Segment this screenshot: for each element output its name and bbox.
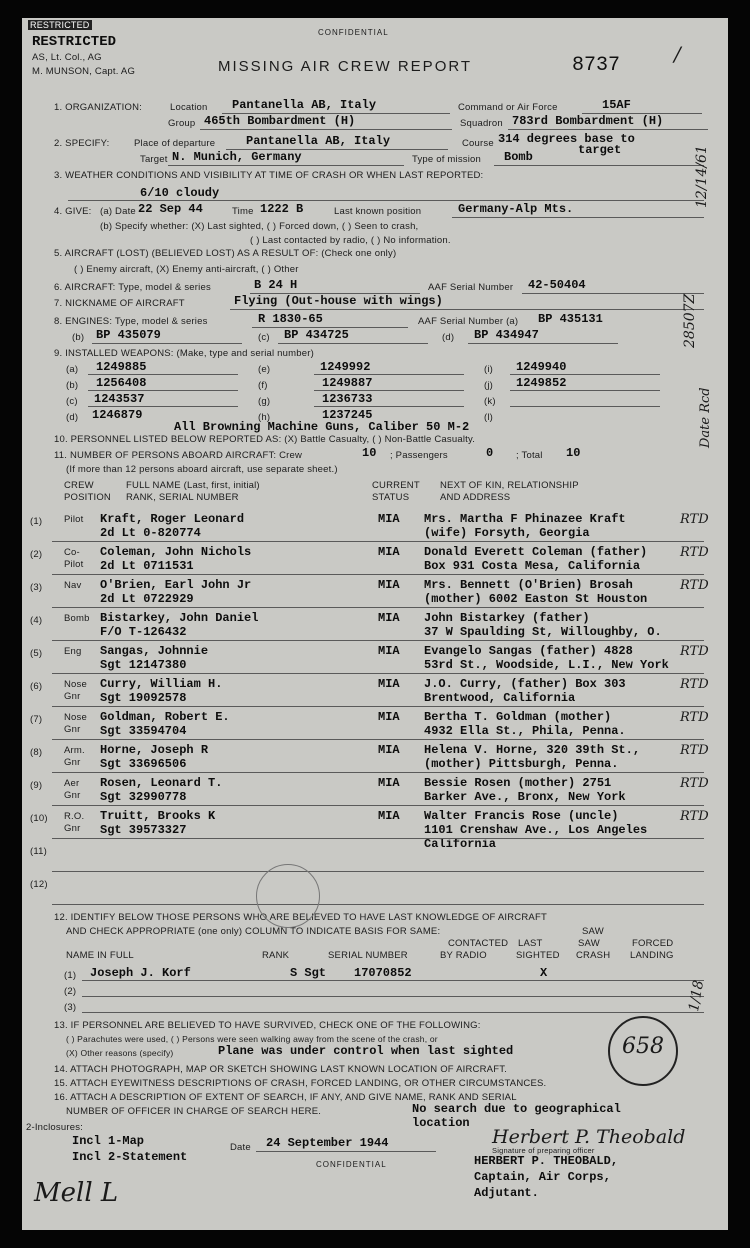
s13-line1: ( ) Parachutes were used, ( ) Persons were seen walking away from the scene of the crash, or: [66, 1034, 438, 1044]
s4-date: 22 Sep 44: [138, 202, 203, 216]
weapon-key: (f): [258, 380, 268, 391]
officer-name: HERBERT P. THEOBALD,: [474, 1154, 619, 1168]
confidential-bottom: CONFIDENTIAL: [316, 1160, 387, 1169]
crew-next-of-kin: Bertha T. Goldman (mother): [424, 710, 612, 724]
bottom-left-handwriting: Mell L: [34, 1178, 119, 1208]
crew-row-number: (6): [30, 681, 43, 692]
crew-status: MIA: [378, 512, 400, 526]
crew-h3a: CURRENT: [372, 480, 420, 491]
crew-name: Rosen, Leonard T.: [100, 776, 223, 790]
weapon-serial: 1256408: [96, 376, 147, 390]
s1-group-label: Group: [168, 118, 196, 129]
rtd-annotation: RTD: [680, 644, 709, 659]
margin-number: 28507Z: [682, 293, 698, 348]
crew-rank-serial: Sgt 33594704: [100, 724, 187, 738]
crew-next-of-kin: Donald Everett Coleman (father): [424, 545, 648, 559]
s11-total: 10: [566, 446, 581, 460]
weapon-serial: 1236733: [322, 392, 373, 406]
s12-label2: AND CHECK APPROPRIATE (one only) COLUMN TO INDICATE BASIS FOR SAME:: [66, 926, 441, 937]
crew-row-number: (9): [30, 780, 43, 791]
s8-b-label: (b): [72, 332, 85, 343]
s12-name-hdr: NAME IN FULL: [66, 950, 134, 961]
crew-status: MIA: [378, 776, 400, 790]
crew-next-of-kin-address: 53rd St., Woodside, L.I., New York: [424, 658, 669, 672]
weapon-key: (i): [484, 364, 494, 375]
circled-number: 658: [622, 1034, 664, 1059]
s12-serial-hdr: SERIAL NUMBER: [328, 950, 408, 961]
side-handwriting: 1/18: [686, 979, 708, 1013]
s2-course-2: target: [578, 143, 622, 157]
crew-status: MIA: [378, 710, 400, 724]
s12-col-last: LAST: [518, 938, 543, 949]
s11-total-label: ; Total: [516, 450, 543, 461]
rtd-annotation: RTD: [680, 809, 709, 824]
crew-position-2: Gnr: [64, 823, 81, 834]
crew-name: Goldman, Robert E.: [100, 710, 230, 724]
s16-value2: location: [412, 1116, 470, 1130]
s1-location-label: Location: [170, 102, 208, 113]
crew-rank-serial: Sgt 32990778: [100, 790, 187, 804]
margin-note: Date Rcd: [698, 387, 713, 448]
weapon-key: (d): [66, 412, 79, 423]
weapon-key: (g): [258, 396, 271, 407]
s12-rank-hdr: RANK: [262, 950, 290, 961]
s11-crew: 10: [362, 446, 377, 460]
s8-b: BP 435079: [96, 328, 161, 342]
s12-sighted-hdr: SIGHTED: [516, 950, 560, 961]
crew-row-number: (7): [30, 714, 43, 725]
crew-position: Aer: [64, 778, 80, 789]
top-right-mark: /: [674, 42, 681, 66]
crew-name: Bistarkey, John Daniel: [100, 611, 259, 625]
weapon-serial: 1249887: [322, 376, 373, 390]
crew-row-number: (8): [30, 747, 43, 758]
weapon-key: (a): [66, 364, 79, 375]
crew-next-of-kin-address: 1101 Crenshaw Ave., Los Angeles: [424, 823, 648, 837]
s14-label: 14. ATTACH PHOTOGRAPH, MAP OR SKETCH SHOWING LAST KNOWN LOCATION OF AIRCRAFT.: [54, 1064, 507, 1075]
crew-rank-serial: Sgt 12147380: [100, 658, 187, 672]
s13-label: 13. IF PERSONNEL ARE BELIEVED TO HAVE SURVIVED, CHECK ONE OF THE FOLLOWING:: [54, 1020, 481, 1031]
crew-next-of-kin-address: Brentwood, California: [424, 691, 576, 705]
s4-specify-line: (b) Specify whether: (X) Last sighted, ( ) Forced down, ( ) Seen to crash,: [100, 221, 419, 232]
crew-status: MIA: [378, 644, 400, 658]
crew-next-of-kin-address: (wife) Forsyth, Georgia: [424, 526, 590, 540]
crew-next-of-kin: Walter Francis Rose (uncle): [424, 809, 619, 823]
crew-next-of-kin-address: Box 931 Costa Mesa, California: [424, 559, 641, 573]
inclosure-1: Incl 1-Map: [72, 1134, 145, 1148]
s8-d-label: (d): [442, 332, 455, 343]
s1-command-label: Command or Air Force: [458, 102, 558, 113]
s4-label: 4. GIVE:: [54, 206, 92, 217]
crew-row-number: (12): [30, 879, 48, 890]
s12-row2-n: (2): [64, 986, 77, 997]
weapon-key: (l): [484, 412, 494, 423]
crew-name: Kraft, Roger Leonard: [100, 512, 245, 526]
s11-passengers-label: ; Passengers: [390, 450, 448, 461]
s7-value: Flying (Out-house with wings): [234, 294, 443, 308]
s2-departure: Pantanella AB, Italy: [246, 134, 391, 148]
crew-position-2: Gnr: [64, 790, 81, 801]
crew-rank-serial: 2d Lt 0711531: [100, 559, 194, 573]
s8-type: R 1830-65: [258, 312, 323, 326]
s12-row1-rank: S Sgt: [290, 966, 327, 980]
weapon-serial: 1243537: [94, 392, 145, 406]
s12-row1-name: Joseph J. Korf: [90, 966, 191, 980]
s8-c: BP 434725: [284, 328, 349, 342]
weapon-key: (c): [66, 396, 78, 407]
crew-rank-serial: Sgt 19092578: [100, 691, 187, 705]
s5-label: 5. AIRCRAFT (LOST) (BELIEVED LOST) AS A RESULT OF: (Check one only): [54, 248, 397, 259]
s2-label: 2. SPECIFY:: [54, 138, 110, 149]
weapon-serial: 1249852: [516, 376, 567, 390]
inclosure-2: Incl 2-Statement: [72, 1150, 188, 1164]
rtd-annotation: RTD: [680, 743, 709, 758]
s12-col-saw2: SAW: [578, 938, 600, 949]
crew-row-number: (11): [30, 846, 47, 857]
rtd-annotation: RTD: [680, 710, 709, 725]
crew-position-2: Pilot: [64, 559, 84, 570]
s12-crash-hdr: CRASH: [576, 950, 611, 961]
crew-row-number: (10): [30, 813, 48, 824]
crew-position-2: Gnr: [64, 691, 81, 702]
s12-row3-n: (3): [64, 1002, 77, 1013]
s16-label: 16. ATTACH A DESCRIPTION OF EXTENT OF SEARCH, IF ANY, AND GIVE NAME, RANK AND SERIAL: [54, 1092, 517, 1103]
inclosures-label: 2-Inclosures:: [26, 1122, 83, 1133]
weapon-key: (b): [66, 380, 79, 391]
report-number: 8737: [572, 54, 621, 77]
s1-squadron-label: Squadron: [460, 118, 503, 129]
confidential-top: CONFIDENTIAL: [318, 28, 389, 37]
crew-next-of-kin: Mrs. Martha F Phinazee Kraft: [424, 512, 626, 526]
s1-command: 15AF: [602, 98, 631, 112]
s7-label: 7. NICKNAME OF AIRCRAFT: [54, 298, 185, 309]
s2-mission: Bomb: [504, 150, 533, 164]
crew-next-of-kin-address: (mother) 6002 Easton St Houston: [424, 592, 648, 606]
crew-next-of-kin: J.O. Curry, (father) Box 303: [424, 677, 626, 691]
report-date: 24 September 1944: [266, 1136, 389, 1150]
s4-position-label: Last known position: [334, 206, 422, 217]
crew-rank-serial: 2d Lt 0722929: [100, 592, 194, 606]
s11-passengers: 0: [486, 446, 494, 460]
s11-label: 11. NUMBER OF PERSONS ABOARD AIRCRAFT: Crew: [54, 450, 303, 461]
crew-next-of-kin: Mrs. Bennett (O'Brien) Brosah: [424, 578, 633, 592]
weapon-key: (e): [258, 364, 271, 375]
s4-time: 1222 B: [260, 202, 304, 216]
postmark-stamp: [256, 864, 320, 928]
crew-row-number: (4): [30, 615, 43, 626]
weapon-key: (j): [484, 380, 494, 391]
s1-group: 465th Bombardment (H): [204, 114, 356, 128]
restricted-stamp-line0: RESTRICTED: [30, 20, 90, 30]
missing-air-crew-report-document: [22, 18, 728, 1230]
rtd-annotation: RTD: [680, 578, 709, 593]
crew-row-number: (2): [30, 549, 43, 560]
crew-rank-serial: F/O T-126432: [100, 625, 187, 639]
crew-name: Truitt, Brooks K: [100, 809, 216, 823]
crew-status: MIA: [378, 677, 400, 691]
s2-mission-label: Type of mission: [412, 154, 481, 165]
s12-col-contacted: CONTACTED: [448, 938, 509, 949]
s2-course-label: Course: [462, 138, 494, 149]
s8-c-label: (c): [258, 332, 270, 343]
officer-title-2: Adjutant.: [474, 1186, 539, 1200]
weapon-serial: 1237245: [322, 408, 373, 422]
crew-next-of-kin-address-2: California: [424, 837, 497, 851]
crew-h4a: NEXT OF KIN, RELATIONSHIP: [440, 480, 579, 491]
crew-h3b: STATUS: [372, 492, 410, 503]
s6-serial: 42-50404: [528, 278, 586, 292]
s2-target: N. Munich, Germany: [172, 150, 302, 164]
crew-name: Curry, William H.: [100, 677, 223, 691]
s12-row1-serial: 17070852: [354, 966, 412, 980]
s10-label: 10. PERSONNEL LISTED BELOW REPORTED AS: (X) Battle Casualty, ( ) Non-Battle Casualty.: [54, 434, 476, 445]
s6-type: B 24 H: [254, 278, 298, 292]
crew-next-of-kin: John Bistarkey (father): [424, 611, 590, 625]
crew-h2b: RANK, SERIAL NUMBER: [126, 492, 239, 503]
s9-note: All Browning Machine Guns, Caliber 50 M-2: [174, 420, 470, 434]
crew-row-number: (5): [30, 648, 43, 659]
weapon-serial: 1246879: [92, 408, 143, 422]
crew-status: MIA: [378, 743, 400, 757]
crew-h1b: POSITION: [64, 492, 111, 503]
weapon-serial: 1249940: [516, 360, 567, 374]
s13-line2: (X) Other reasons (specify): [66, 1048, 174, 1058]
crew-next-of-kin: Helena V. Horne, 320 39th St.,: [424, 743, 641, 757]
restricted-stamp: RESTRICTED: [32, 34, 117, 50]
crew-rank-serial: Sgt 39573327: [100, 823, 187, 837]
s8-a: BP 435131: [538, 312, 603, 326]
crew-status: MIA: [378, 809, 400, 823]
s2-course: 314 degrees base to: [498, 132, 635, 146]
s6-serial-label: AAF Serial Number: [428, 282, 514, 293]
s9-label: 9. INSTALLED WEAPONS: (Make, type and serial number): [54, 348, 314, 359]
s12-col-saw: SAW: [582, 926, 604, 937]
crew-rank-serial: 2d Lt 0-820774: [100, 526, 201, 540]
crew-position: Pilot: [64, 514, 84, 525]
s12-radio-hdr: BY RADIO: [440, 950, 487, 961]
officer-signature: Herbert P. Theobald: [492, 1126, 686, 1148]
s12-col-forced: FORCED: [632, 938, 674, 949]
weapon-key: (k): [484, 396, 496, 407]
rtd-annotation: RTD: [680, 512, 709, 527]
s16-label2: NUMBER OF OFFICER IN CHARGE OF SEARCH HERE.: [66, 1106, 322, 1117]
crew-h1a: CREW: [64, 480, 94, 491]
s1-location: Pantanella AB, Italy: [232, 98, 377, 112]
crew-next-of-kin-address: Barker Ave., Bronx, New York: [424, 790, 626, 804]
crew-position: Nose: [64, 712, 87, 723]
rtd-annotation: RTD: [680, 545, 709, 560]
report-title: MISSING AIR CREW REPORT: [218, 58, 473, 75]
crew-h2a: FULL NAME (Last, first, initial): [126, 480, 260, 491]
s4-date-label: (a) Date: [100, 206, 136, 217]
signature-label: Signature of preparing officer: [492, 1146, 595, 1155]
crew-h4b: AND ADDRESS: [440, 492, 511, 503]
crew-position: Arm.: [64, 745, 85, 756]
s16-value: No search due to geographical: [412, 1102, 621, 1116]
crew-position: Nav: [64, 580, 82, 591]
crew-row-number: (1): [30, 516, 43, 527]
s4-position: Germany-Alp Mts.: [458, 202, 574, 216]
auth-line-1: AS, Lt. Col., AG: [32, 52, 102, 63]
s8-serial-label: AAF Serial Number (a): [418, 316, 519, 327]
s1-label: 1. ORGANIZATION:: [54, 102, 143, 113]
crew-status: MIA: [378, 578, 400, 592]
crew-status: MIA: [378, 611, 400, 625]
crew-next-of-kin-address: 37 W Spaulding St, Willoughby, O.: [424, 625, 662, 639]
crew-next-of-kin-address: 4932 Ella St., Phila, Penna.: [424, 724, 626, 738]
crew-status: MIA: [378, 545, 400, 559]
crew-rank-serial: Sgt 33696506: [100, 757, 187, 771]
s6-label: 6. AIRCRAFT: Type, model & series: [54, 282, 211, 293]
s13-reason: Plane was under control when last sighted: [218, 1044, 514, 1058]
s4-specify-line2: ( ) Last contacted by radio, ( ) No information.: [250, 235, 451, 246]
s12-landing-hdr: LANDING: [630, 950, 674, 961]
weapon-serial: 1249992: [320, 360, 371, 374]
crew-position: Eng: [64, 646, 82, 657]
s11-note: (If more than 12 persons aboard aircraft, use separate sheet.): [66, 464, 338, 475]
crew-position-2: Gnr: [64, 724, 81, 735]
crew-position-2: Gnr: [64, 757, 81, 768]
s2-departure-label: Place of departure: [134, 138, 216, 149]
date-label: Date: [230, 1142, 251, 1153]
crew-position: Bomb: [64, 613, 90, 624]
weapon-key: (h): [258, 412, 271, 423]
rtd-annotation: RTD: [680, 776, 709, 791]
crew-name: Coleman, John Nichols: [100, 545, 252, 559]
officer-title-1: Captain, Air Corps,: [474, 1170, 611, 1184]
s12-label: 12. IDENTIFY BELOW THOSE PERSONS WHO ARE BELIEVED TO HAVE LAST KNOWLEDGE OF AIRCRAFT: [54, 912, 547, 923]
crew-name: O'Brien, Earl John Jr: [100, 578, 252, 592]
margin-date: 12/14/61: [694, 145, 710, 208]
s1-squadron: 783rd Bombardment (H): [512, 114, 664, 128]
s5-options: ( ) Enemy aircraft, (X) Enemy anti-aircraft, ( ) Other: [74, 264, 299, 275]
s3-value: 6/10 cloudy: [140, 186, 220, 200]
crew-name: Sangas, Johnnie: [100, 644, 209, 658]
crew-next-of-kin: Bessie Rosen (mother) 2751: [424, 776, 612, 790]
s3-label: 3. WEATHER CONDITIONS AND VISIBILITY AT TIME OF CRASH OR WHEN LAST REPORTED:: [54, 170, 484, 181]
crew-row-number: (3): [30, 582, 43, 593]
s12-row1-n: (1): [64, 970, 77, 981]
crew-position: R.O.: [64, 811, 85, 822]
crew-name: Horne, Joseph R: [100, 743, 209, 757]
s15-label: 15. ATTACH EYEWITNESS DESCRIPTIONS OF CRASH, FORCED LANDING, OR OTHER CIRCUMSTANCES.: [54, 1078, 547, 1089]
crew-position: Nose: [64, 679, 87, 690]
crew-position: Co-: [64, 547, 80, 558]
s8-label: 8. ENGINES: Type, model & series: [54, 316, 208, 327]
weapon-serial: 1249885: [96, 360, 147, 374]
s2-target-label: Target: [140, 154, 168, 165]
crew-next-of-kin: Evangelo Sangas (father) 4828: [424, 644, 633, 658]
auth-line-2: M. MUNSON, Capt. AG: [32, 66, 136, 77]
rtd-annotation: RTD: [680, 677, 709, 692]
s8-d: BP 434947: [474, 328, 539, 342]
s4-time-label: Time: [232, 206, 254, 217]
s12-row1-mark: X: [540, 966, 548, 980]
crew-next-of-kin-address: (mother) Pittsburgh, Penna.: [424, 757, 619, 771]
